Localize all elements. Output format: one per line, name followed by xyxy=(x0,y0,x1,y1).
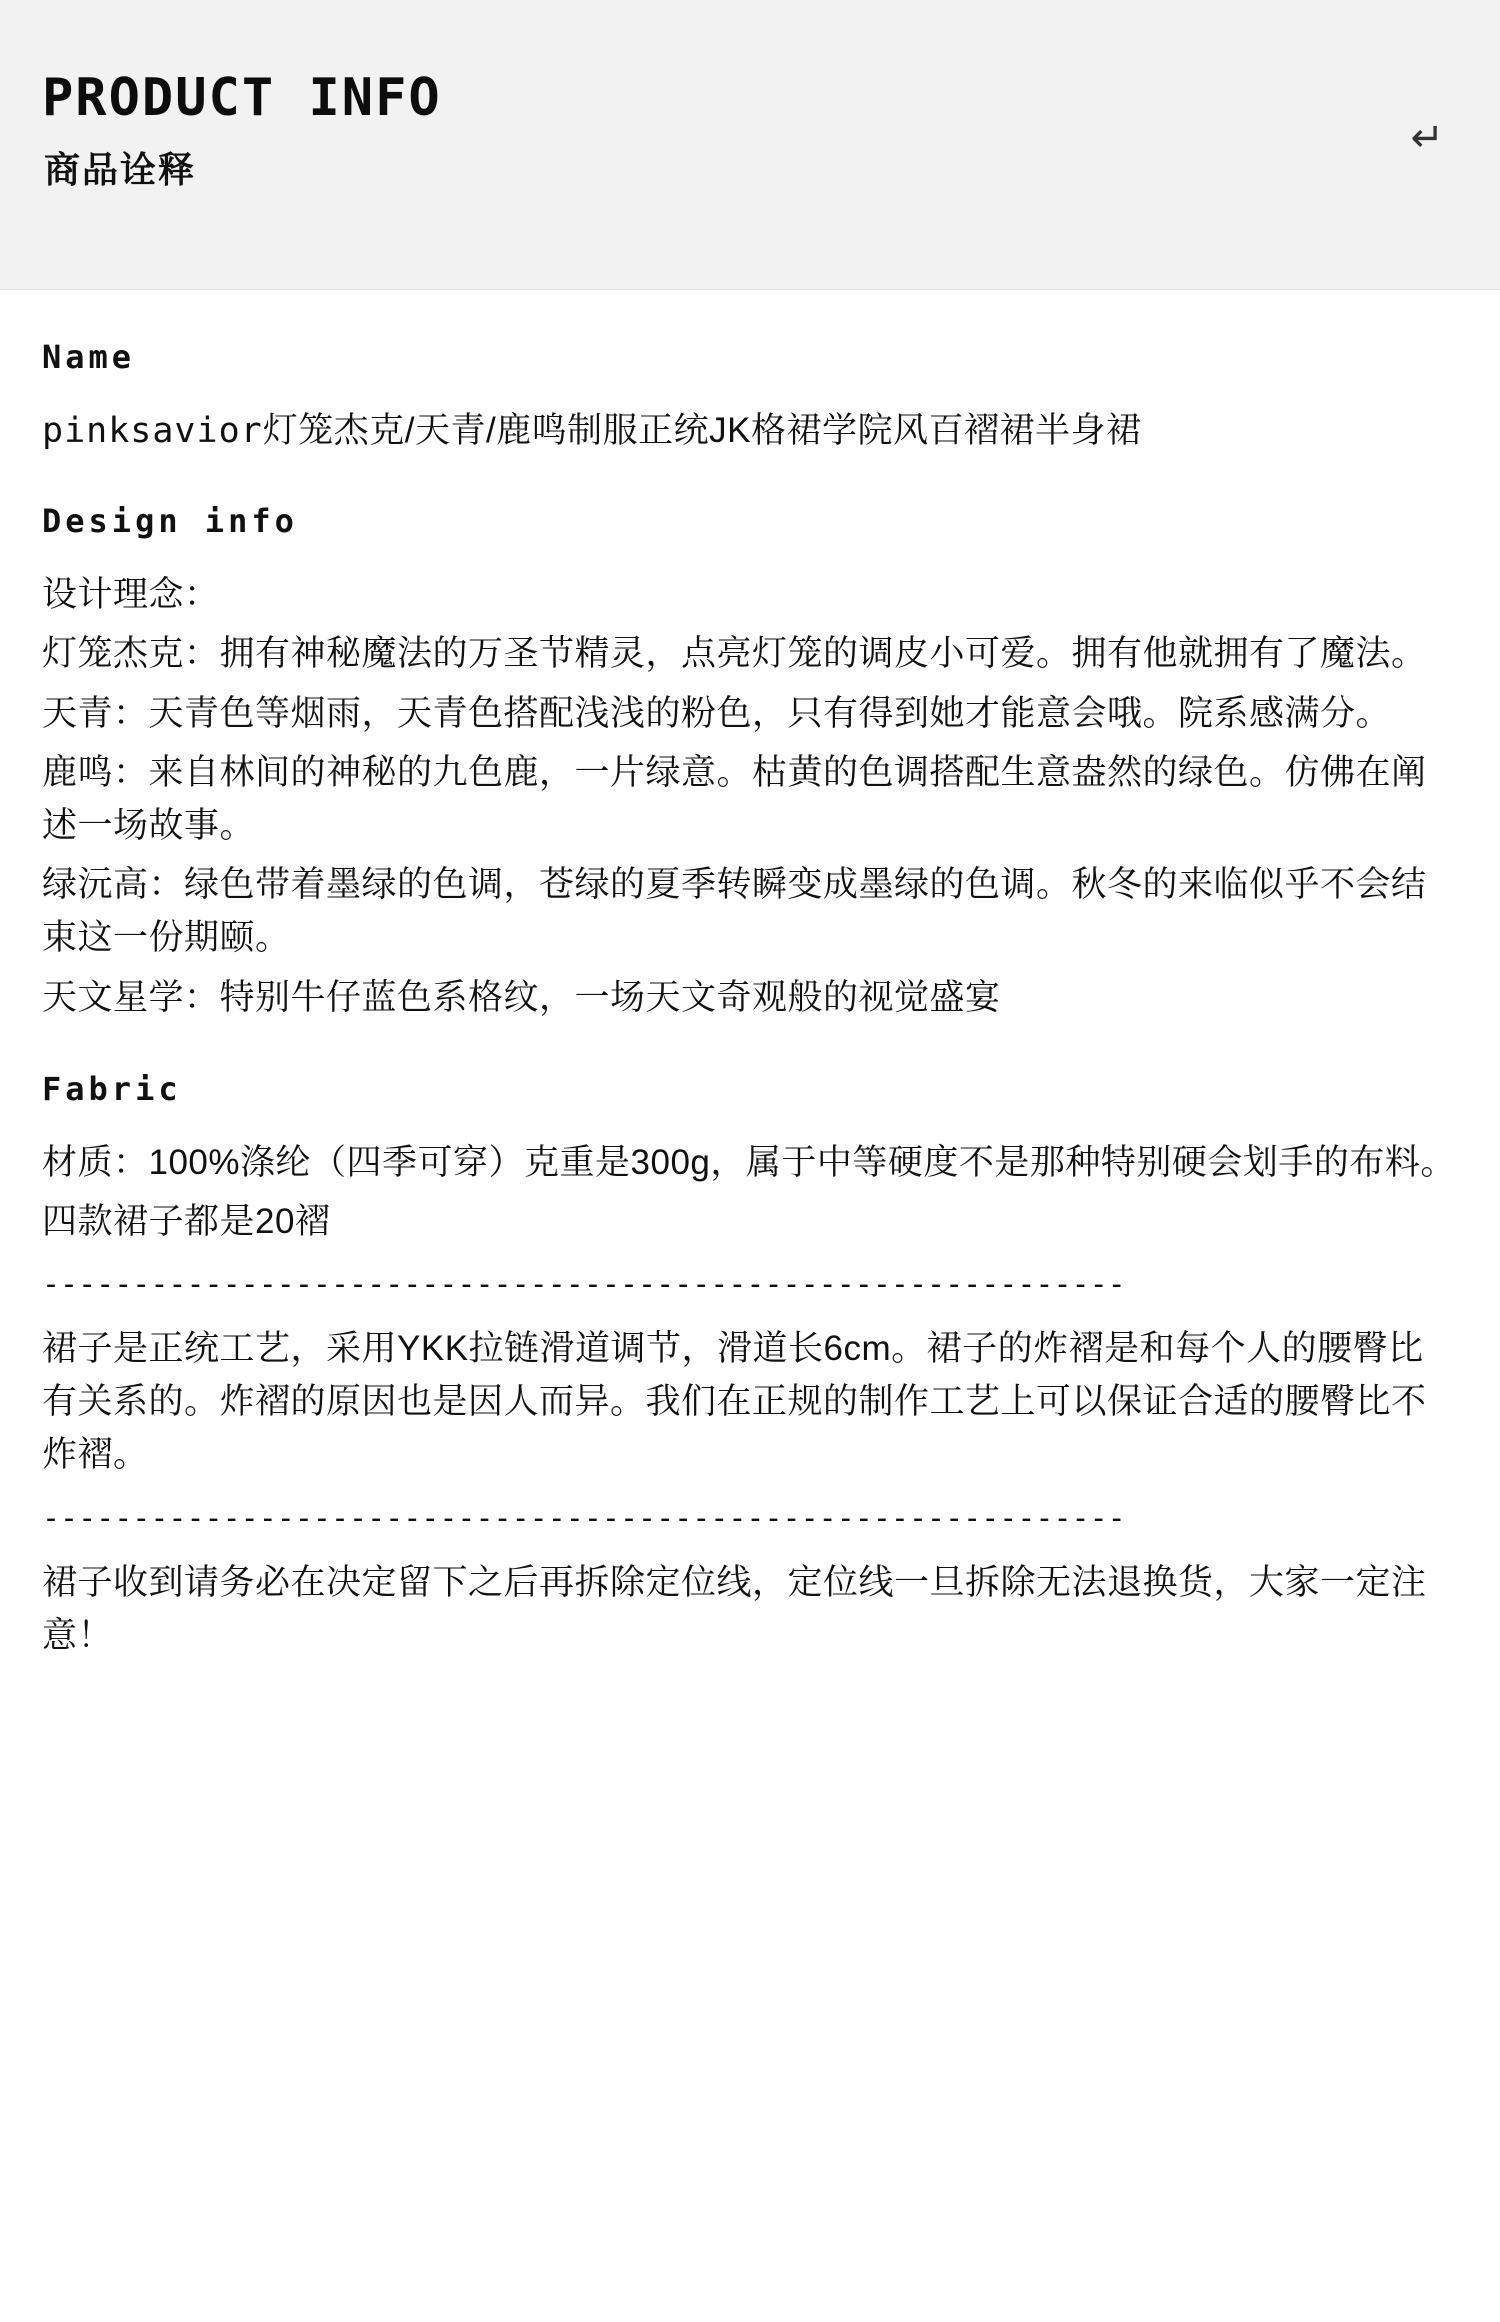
fabric-pleats: 四款裙子都是20褶 xyxy=(42,1201,331,1241)
fabric-material: 材质：100%涤纶（四季可穿）克重是300g，属于中等硬度不是那种特别硬会划手的布料。 xyxy=(42,1142,1456,1182)
design-line-lantern: 灯笼杰克：拥有神秘魔法的万圣节精灵，点亮灯笼的调皮小可爱。拥有他就拥有了魔法。 xyxy=(42,634,1427,674)
page-subtitle: 商品诠释 xyxy=(44,149,197,190)
design-line-tianqing: 天青：天青色等烟雨，天青色搭配浅浅的粉色，只有得到她才能意会哦。院系感满分。 xyxy=(42,693,1392,733)
page-title: PRODUCT INFO xyxy=(42,68,442,128)
design-line-luming: 鹿鸣：来自林间的神秘的九色鹿，一片绿意。枯黄的色调搭配生意盎然的绿色。仿佛在阐述一场故事。 xyxy=(42,752,1427,845)
craft-description: 裙子是正统工艺，采用YKK拉链滑道调节，滑道长6cm。裙子的炸褶是和每个人的腰臀比有关系的。炸褶的原因也是因人而异。我们在正规的制作工艺上可以保证合适的腰臀比不炸褶。 xyxy=(42,1329,1427,1475)
product-name-value xyxy=(42,404,1452,458)
product-info-content xyxy=(0,290,1500,1732)
section-label-name: Name xyxy=(42,338,136,376)
design-line-astronomy: 天文星学：特别牛仔蓝色系格纹，一场天文奇观般的视觉盛宴 xyxy=(42,977,1001,1017)
product-name-cjk: 灯笼杰克/天青/鹿鸣制服正统JK格裙学院风百褶裙半身裙 xyxy=(262,411,1142,450)
divider-line-1: ------------------------------------------------------------ xyxy=(42,1270,1126,1301)
product-name-latin: pinksavior xyxy=(42,411,263,451)
page-header xyxy=(0,0,1500,290)
section-label-design-info: Design info xyxy=(42,502,298,541)
design-line-lvyuangao: 绿沅高：绿色带着墨绿的色调，苍绿的夏季转瞬变成墨绿的色调。秋冬的来临似乎不会结束这一份期颐。 xyxy=(42,865,1427,958)
enter-arrow-icon[interactable]: ↵ xyxy=(1410,116,1444,160)
notice-description: 裙子收到请务必在决定留下之后再拆除定位线，定位线一旦拆除无法退换货，大家一定注意！ xyxy=(42,1562,1427,1655)
design-intro: 设计理念： xyxy=(42,575,220,615)
divider-line-2: ------------------------------------------------------------ xyxy=(42,1503,1126,1534)
section-label-fabric: Fabric xyxy=(42,1069,182,1108)
